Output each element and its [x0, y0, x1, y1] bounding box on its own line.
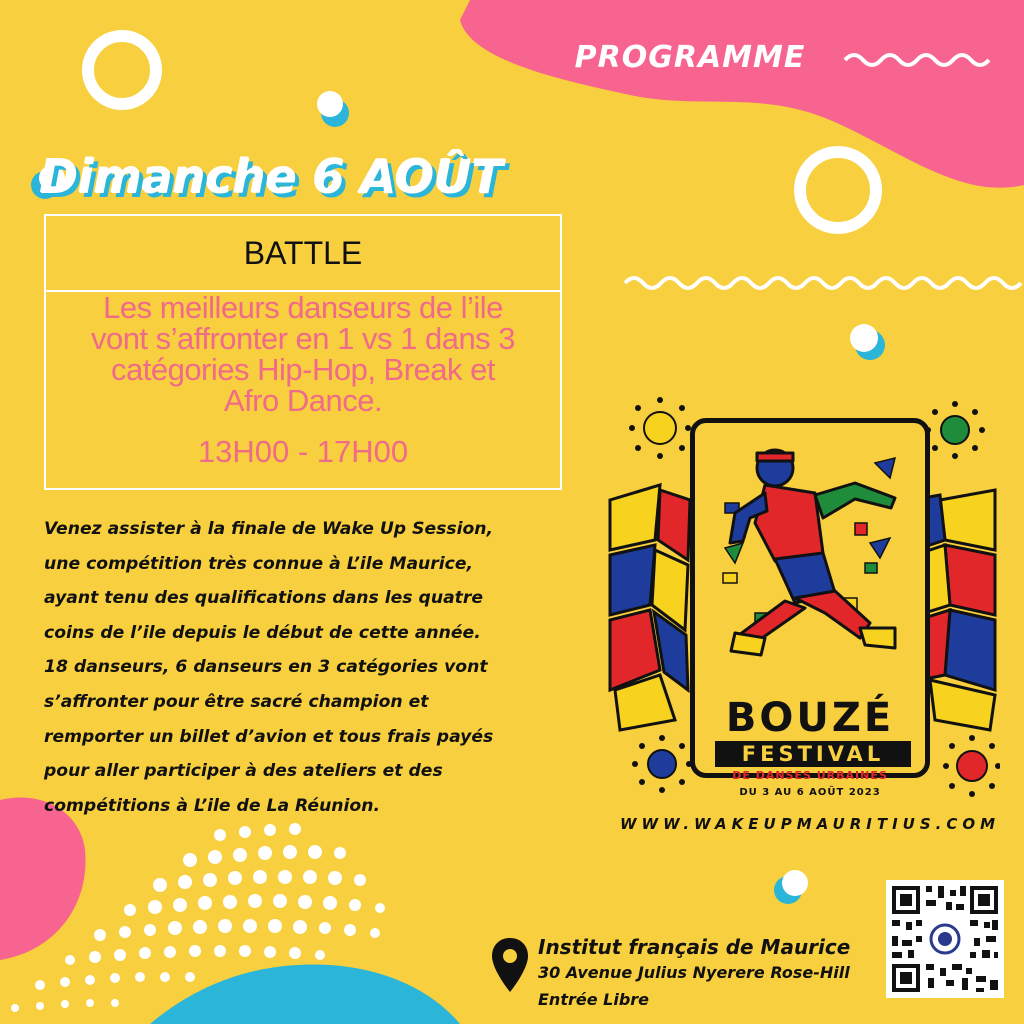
paragraph-line: une compétition très connue à L’ile Maurice, [44, 553, 474, 574]
qr-code[interactable] [886, 880, 1004, 998]
programme-label: PROGRAMME [574, 40, 806, 75]
website-link[interactable]: WWW.WAKEUPMAURITIUS.COM [620, 815, 1001, 833]
paragraph-line: pour aller participer à des ateliers et des [44, 761, 443, 782]
poster-dates: DU 3 AU 6 AOÛT 2023 [739, 787, 881, 798]
qr-code-icon [886, 880, 1004, 998]
event-card [44, 214, 562, 490]
paragraph-line: remporter un billet d’avion et tous frais payés [44, 726, 494, 747]
paragraph-line: Venez assister à la finale de Wake Up Session, [44, 519, 494, 539]
venue-name: Institut français de Maurice [538, 935, 851, 959]
poster-tagline: DE DANSES URBAINES [732, 769, 888, 782]
event-description [48, 292, 558, 416]
event-date-title: Dimanche 6 AOÛT [40, 150, 503, 204]
venue-info [538, 934, 850, 1014]
festival-poster [600, 390, 1000, 810]
event-description-line: Afro Dance. [223, 383, 383, 418]
poster-card [690, 418, 930, 798]
event-time: 13H00 - 17H00 [197, 434, 409, 469]
dancer-illustration [695, 423, 925, 693]
poster-subtitle: FESTIVAL [715, 741, 911, 767]
event-description-line: Les meilleurs danseurs de l’ile [103, 290, 503, 325]
paragraph-line: 18 danseurs, 6 danseurs en 3 catégories vont [44, 657, 488, 678]
sun-blue-icon [632, 735, 692, 793]
event-description-line: vont s’affronter en 1 vs 1 dans 3 [90, 321, 516, 356]
paragraph-line: ayant tenu des qualifications dans les quatre [44, 588, 484, 609]
venue-entry: Entrée Libre [538, 990, 650, 1009]
paragraph-line: compétitions à L’ile de La Réunion. [44, 795, 381, 816]
event-name: BATTLE [46, 216, 560, 292]
venue-address: 30 Avenue Julius Nyerere Rose-Hill [538, 963, 850, 982]
poster-title: BOUZÉ [725, 695, 895, 741]
map-pin-icon [490, 936, 530, 996]
sun-red-icon [943, 735, 1000, 797]
sun-yellow-icon [629, 397, 691, 459]
event-description-line: catégories Hip-Hop, Break et [110, 352, 496, 387]
event-details-paragraph [44, 512, 604, 823]
sun-green-icon [925, 401, 985, 459]
paragraph-line: s’affronter pour être sacré champion et [44, 691, 429, 712]
paragraph-line: coins de l’ile depuis le début de cette année. [44, 622, 481, 643]
